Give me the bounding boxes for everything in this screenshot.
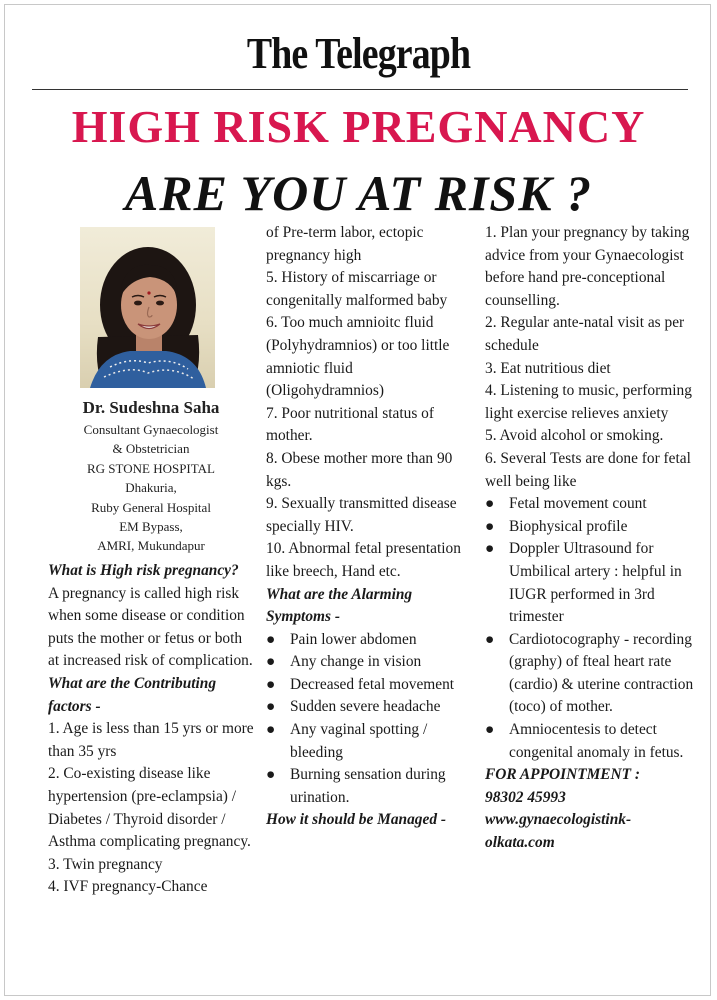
list-item: 2. Regular ante-natal visit as per schedule — [485, 314, 685, 354]
article-column-1 — [48, 560, 254, 899]
list-item: 4. IVF pregnancy-Chance — [48, 878, 208, 896]
list-item: 7. Poor nutritional status of mother. — [266, 404, 435, 445]
bullet-item: ● Amniocentesis to detect congenital anomaly in fetus. — [485, 719, 697, 764]
article-headline: HIGH RISK PREGNANCY — [71, 101, 646, 152]
list-item: 6. Too much amnioitc fluid (Polyhydramnios) or too little amniotic fluid (Oligohydramnios) — [266, 314, 450, 400]
bullet-icon: ● — [485, 540, 495, 558]
doctor-credits — [48, 396, 254, 556]
list-item: 10. Abnormal fetal presentation like breech, Hand etc. — [266, 540, 461, 580]
doctor-hospital-line: Dhakuria, — [125, 480, 177, 496]
bullet-icon: ● — [485, 630, 495, 648]
list-item: 5. Avoid alcohol or smoking. — [485, 427, 664, 445]
doctor-name: Dr. Sudeshna Saha — [82, 398, 220, 417]
list-item: 1. Plan your pregnancy by taking advice from your Gynaecologist before hand pre-conceptional counselling. — [485, 224, 690, 309]
newspaper-masthead: The Telegraph — [246, 29, 471, 78]
bullet-item: ● Burning sensation during urination. — [266, 764, 466, 809]
doctor-hospital-line: EM Bypass, — [119, 519, 183, 535]
bullet-icon: ● — [485, 517, 495, 535]
appointment-block — [485, 764, 697, 854]
bullet-icon: ● — [266, 630, 276, 648]
bullet-icon: ● — [485, 495, 495, 513]
list-item: 5. History of miscarriage or congenitally malformed baby — [266, 269, 448, 309]
article-column-3 — [485, 222, 697, 855]
bullet-item: ● Any change in vision — [266, 651, 466, 674]
bullet-item: ● Pain lower abdomen — [266, 629, 466, 652]
website-url: www.gynaecologistink-olkata.com — [485, 811, 632, 852]
article-subheadline: ARE YOU AT RISK ? — [124, 165, 593, 221]
list-item: 1. Age is less than 15 yrs or more than 35 yrs — [48, 720, 254, 760]
phone-number: 98302 45993 — [485, 788, 566, 806]
bullet-item: ● Any vaginal spotting / bleeding — [266, 719, 466, 764]
doctor-hospital-line: RG STONE HOSPITAL — [86, 460, 215, 476]
doctor-hospital-line: Ruby General Hospital — [91, 499, 211, 515]
bullet-item: ● Sudden severe headache — [266, 696, 466, 719]
list-item: 3. Twin pregnancy — [48, 855, 163, 873]
bullet-icon: ● — [266, 721, 276, 739]
doctor-hospital-line: AMRI, Mukundapur — [97, 538, 205, 554]
paragraph: of Pre-term labor, ectopic pregnancy high — [266, 224, 424, 264]
bullet-icon: ● — [266, 698, 276, 716]
section-heading: What is High risk pregnancy? — [48, 562, 239, 579]
article-column-2 — [266, 222, 466, 832]
bullet-item: ● Decreased fetal movement — [266, 674, 466, 697]
section-heading: What are the Contributing factors - — [48, 674, 217, 715]
bullet-item: ● Fetal movement count — [485, 493, 697, 516]
list-item: 2. Co-existing disease like hypertension (pre-eclampsia) / Diabetes / Thyroid disorder / Asthma complicating pregnancy. — [48, 765, 251, 851]
bullet-icon: ● — [266, 675, 276, 693]
list-item: 8. Obese mother more than 90 kgs. — [266, 449, 453, 490]
bullet-item: ● Biophysical profile — [485, 516, 697, 539]
list-item: 4. Listening to music, performing light exercise relieves anxiety — [485, 382, 692, 422]
masthead-divider — [32, 89, 688, 90]
list-item: 3. Eat nutritious diet — [485, 359, 611, 377]
bullet-item: ● Cardiotocography - recording (graphy) of fteal heart rate (cardio) & uterine contraction (toco) of mother. — [485, 629, 697, 719]
list-item: 6. Several Tests are done for fetal well being like — [485, 449, 691, 490]
bullet-item: ● Doppler Ultrasound for Umbilical artery : helpful in IUGR performed in 3rd trimester — [485, 538, 697, 628]
bullet-icon: ● — [266, 766, 276, 784]
list-item: 9. Sexually transmitted disease specially HIV. — [266, 495, 457, 535]
doctor-title-line: & Obstetrician — [112, 441, 190, 457]
appointment-label: FOR APPOINTMENT : — [485, 766, 641, 784]
doctor-photo — [80, 227, 215, 388]
paragraph: A pregnancy is called high risk when some disease or condition puts the mother or fetus or both at increased risk of complication. — [48, 584, 253, 670]
section-heading: What are the Alarming Symptoms - — [266, 585, 413, 626]
bullet-icon: ● — [266, 653, 276, 671]
bullet-icon: ● — [485, 721, 495, 739]
section-heading: How it should be Managed - — [266, 811, 447, 829]
doctor-title-line: Consultant Gynaecologist — [83, 422, 219, 437]
